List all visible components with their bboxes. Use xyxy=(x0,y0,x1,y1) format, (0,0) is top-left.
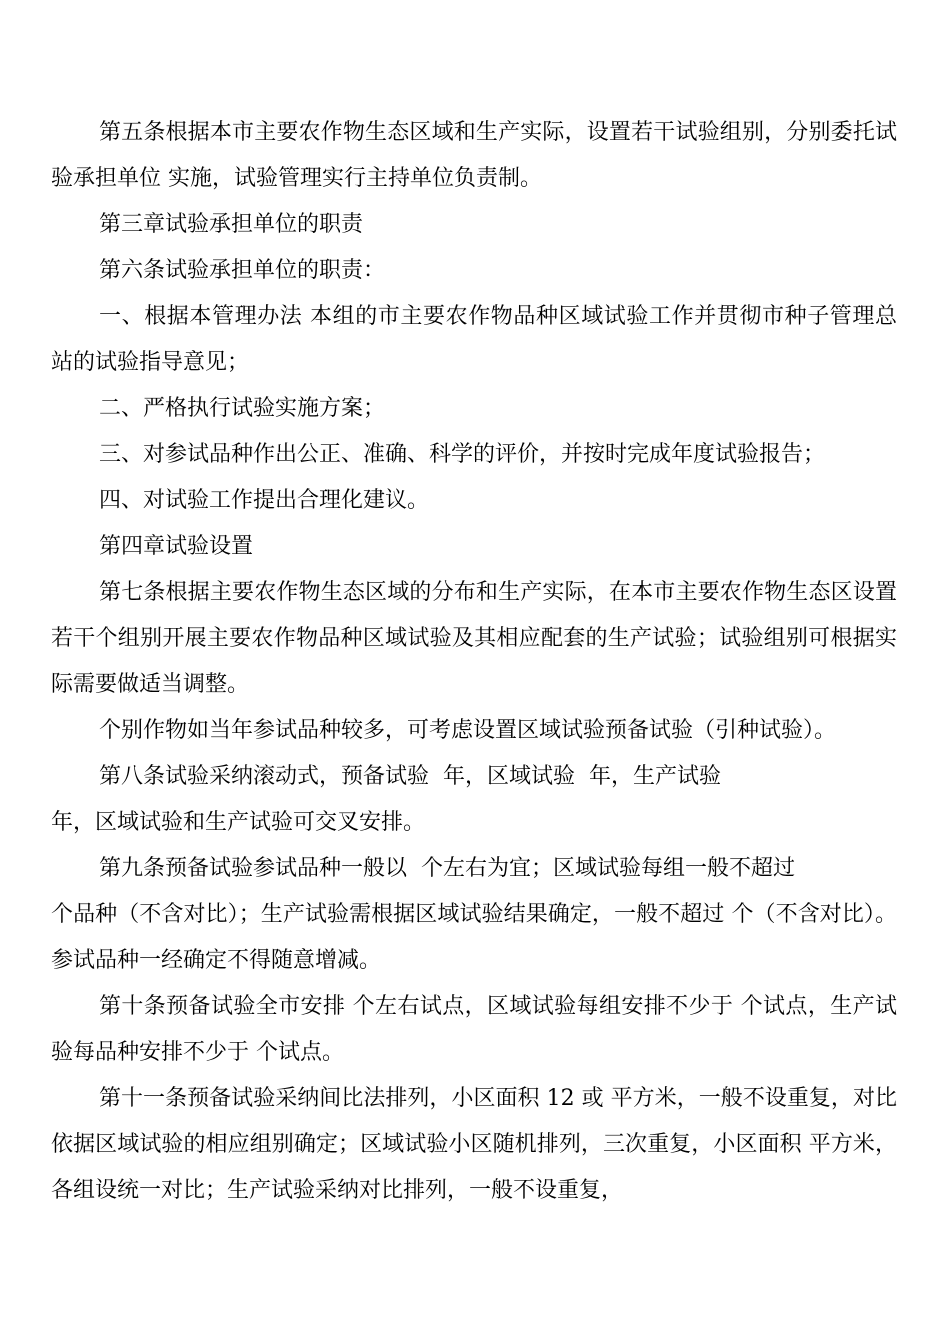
paragraph-article-10: 第十条预备试验全市安排 个左右试点，区域试验每组安排不少于 个试点，生产试验每品种安排不少于 个试点。 xyxy=(51,994,897,1065)
paragraph-reserve-trial: 个别作物如当年参试品种较多，可考虑设置区域试验预备试验（引种试验）。 xyxy=(99,718,837,743)
paragraph-article-9-line-1: 第九条预备试验参试品种一般以 个左右为宜；区域试验每组一般不超过 xyxy=(99,856,795,881)
paragraph-article-9-rest: 个品种（不含对比）；生产试验需根据区域试验结果确定，一般不超过 个（不含对比）。参试品种一经确定不得随意增减。 xyxy=(51,902,897,973)
paragraph-article-8-line-2: 年，区域试验和生产试验可交叉安排。 xyxy=(51,810,426,835)
chapter-4-heading: 第四章试验设置 xyxy=(99,534,254,559)
chapter-3-heading: 第三章试验承担单位的职责 xyxy=(99,212,364,237)
paragraph-article-9 xyxy=(51,846,897,984)
paragraph-article-8 xyxy=(51,754,897,846)
paragraph-article-8-line-1: 第八条试验采纳滚动式，预备试验 年，区域试验 年，生产试验 xyxy=(99,764,721,789)
paragraph-article-5: 第五条根据本市主要农作物生态区域和生产实际，设置若干试验组别，分别委托试验承担单位 实施，试验管理实行主持单位负责制。 xyxy=(51,120,897,191)
paragraph-article-7: 第七条根据主要农作物生态区域的分布和生产实际，在本市主要农作物生态区设置若干个组别开展主要农作物品种区域试验及其相应配套的生产试验；试验组别可根据实际需要做适当调整。 xyxy=(51,580,897,697)
paragraph-article-11: 第十一条预备试验采纳间比法排列，小区面积 12 或 平方米，一般不设重复，对比依据区域试验的相应组别确定；区域试验小区随机排列，三次重复，小区面积 平方米，各组设统一对比；生产试验采纳对比排列，一般不设重复， xyxy=(51,1086,897,1203)
paragraph-duty-4: 四、对试验工作提出合理化建议。 xyxy=(99,488,430,513)
paragraph-duty-1: 一、根据本管理办法 本组的市主要农作物品种区域试验工作并贯彻市种子管理总站的试验指导意见； xyxy=(51,304,897,375)
paragraph-article-6: 第六条试验承担单位的职责： xyxy=(99,258,386,283)
paragraph-duty-2: 二、严格执行试验实施方案； xyxy=(99,396,386,421)
paragraph-duty-3: 三、对参试品种作出公正、准确、科学的评价，并按时完成年度试验报告； xyxy=(99,442,826,467)
